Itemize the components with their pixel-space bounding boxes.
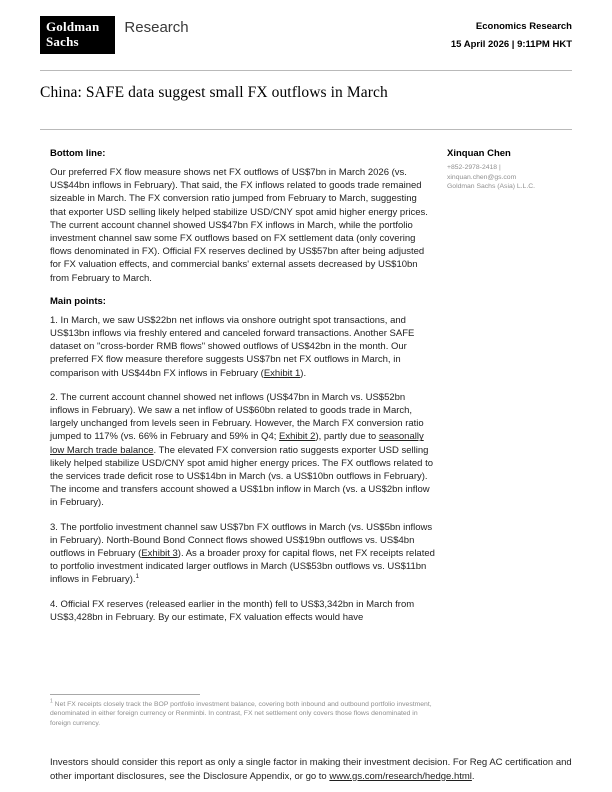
goldman-sachs-logo	[40, 16, 115, 54]
text-run: Net FX receipts closely track the BOP portfolio investment balance, covering both inbound and outbound portfolio investment, denominated in either foreign currency or Renminbi. In contrast, FX net settlement only covers those flows denominated in foreign currency.	[50, 701, 432, 727]
text-run: .	[471, 770, 475, 782]
analyst-contact	[447, 148, 560, 635]
text-run: 2. The current account channel showed net inflows (US$47bn in March vs. US$52bn inflows in February). We saw a net inflow of US$60bn related to goods trade in March, largely unchanged from levels seen in February. However, the March FX conversion ratio jumped to 117% (vs. 66% in February and 59% in Q4;	[50, 391, 424, 443]
main-point-3	[50, 521, 435, 587]
article-body	[50, 148, 435, 635]
header-divider	[40, 70, 572, 71]
footnote-block	[50, 694, 435, 728]
footnote-marker: 1	[135, 573, 140, 581]
brand	[40, 16, 189, 54]
masthead	[40, 16, 572, 54]
main-point-1	[50, 314, 435, 380]
disclaimer	[50, 756, 572, 784]
inline-link[interactable]: www.gs.com/research/hedge.html	[329, 770, 472, 782]
logo-word-sachs: Sachs	[46, 33, 79, 49]
main-points-heading: Main points:	[50, 295, 106, 307]
text-run: Investors should consider this report as only a single factor in making their investment decision. For Reg AC certification and other important disclosures, see the Disclosure Appendix, or go to	[50, 757, 572, 782]
masthead-meta	[451, 16, 572, 50]
analyst-email[interactable]: xinquan.chen@gs.com	[447, 173, 517, 181]
analyst-phone: +852-2978-2418 |	[447, 164, 501, 171]
main-point-4	[50, 598, 435, 624]
text-run: . The elevated FX conversion ratio suggests exporter USD selling likely helped stabilize USD/CNY spot amid higher energy prices. The FX outflows related to the services trade deficit rose to US$14bn in March (vs. a US$10bn outflows in February). The income and transfers account showed a US$1bn inflow in March (vs. a US$2bn inflow in February).	[50, 444, 434, 509]
report-category: Economics Research	[475, 21, 572, 32]
title-divider	[40, 129, 572, 130]
logo-word-goldman: Goldman	[46, 19, 100, 34]
text-run: 4. Official FX reserves (released earlier in the month) fell to US$3,342bn in March from US$3,428bn in February. By our estimate, FX valuation effects would have	[50, 598, 415, 623]
text-run: ). As a broader proxy for capital flows, net FX receipts related to portfolio investment indicated larger outflows in March (US$53bn outflows vs. US$11bn inflows in February).	[50, 548, 435, 586]
main-point-2	[50, 391, 435, 510]
inline-link[interactable]: Exhibit 1	[263, 367, 301, 379]
text-run: ), partly due to	[315, 431, 379, 443]
analyst-firm: Goldman Sachs (Asia) L.L.C.	[447, 183, 536, 190]
inline-link[interactable]: Exhibit 2	[279, 431, 316, 443]
report-content	[40, 148, 572, 635]
text-run: ).	[300, 367, 307, 379]
inline-link[interactable]: Exhibit 3	[141, 548, 178, 560]
text-run: 3. The portfolio investment channel saw US$7bn FX outflows in March (vs. US$5bn inflows in February). North-Bound Bond Connect flows showed US$19bn outflows vs. US$4bn outflows in February (	[50, 521, 433, 560]
inline-link[interactable]: seasonally low March trade balance	[50, 431, 424, 456]
research-label: Research	[124, 19, 189, 36]
analyst-name: Xinquan Chen	[447, 148, 511, 159]
footnote-marker: 1	[50, 698, 53, 705]
report-datetime: 15 April 2026 | 9:11PM HKT	[450, 39, 572, 50]
text-run: 1. In March, we saw US$22bn net inflows via onshore outright spot transactions, and US$13bn inflows via freshly entered and canceled forward transactions. Another SAFE dataset on "cross-border RMB flows" showed outflows of US$42bn in the month. Our preferred FX flow measure therefore suggests US$7bn net FX outflows in March, in comparison with US$44bn FX inflows in February (	[50, 314, 415, 379]
footnote-text	[50, 700, 435, 728]
bottom-line-paragraph: Our preferred FX flow measure shows net FX outflows of US$7bn in March 2026 (vs. US$44bn inflows in February). That said, the FX inflows related to goods trade remained sizeable in March. The FX conversion ratio jumped from February to March, suggesting that exporter USD selling likely helped stabilize USD/CNY spot amid higher energy prices. The current account channel showed US$47bn FX inflows in March, while the portfolio investment channel saw some FX outflows based on FX settlement data (only covering flows denominated in FX). Official FX reserves declined by US$57bn after being adjusted for FX valuation effects, and commercial banks' external assets decreased by US$10bn from February to March.	[50, 167, 428, 284]
footnote-divider	[50, 694, 200, 695]
bottom-line-heading: Bottom line:	[50, 148, 106, 159]
report-title: China: SAFE data suggest small FX outflows in March	[40, 84, 388, 101]
